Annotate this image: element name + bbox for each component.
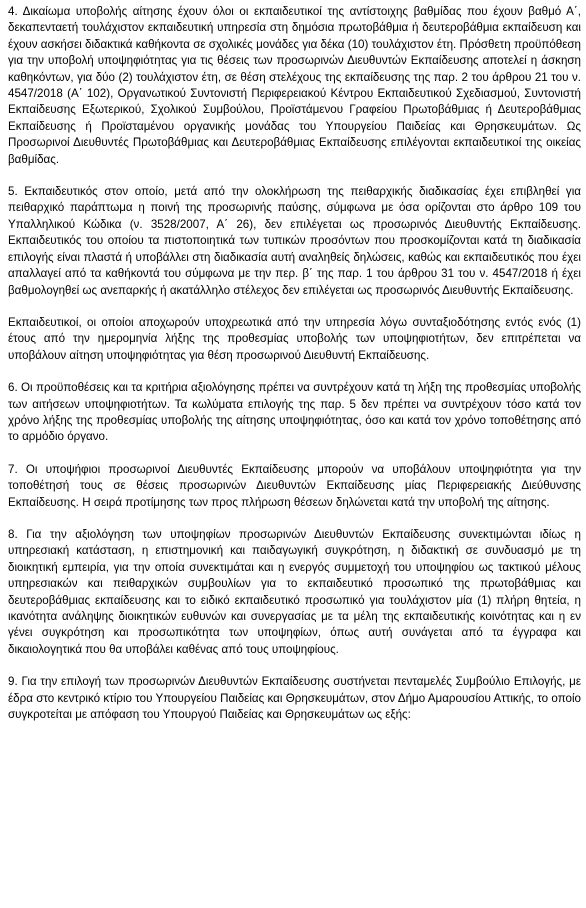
paragraph-retirement-restriction: Εκπαιδευτικοί, οι οποίοι αποχωρούν υποχρεωτικά από την υπηρεσία λόγω συνταξιοδότησης εντός ενός (1) έτους από την ημερομηνία λήξης της προθεσμίας υποβολής των υποψηφιοτήτων, δεν επιτρέπεται να υποβάλουν αίτηση υποψηφιότητας για θέση προσωρινού Διευθυντή Εκπαίδευσης. [8, 315, 581, 362]
paragraph-gap [8, 658, 581, 674]
paragraph-6-criteria-timing: 6. Οι προϋποθέσεις και τα κριτήρια αξιολόγησης πρέπει να συντρέχουν κατά τη λήξη της προθεσμίας υποβολής των αιτήσεων υποψηφιοτήτων. Τα κωλύματα επιλογής της παρ. 5 δεν πρέπει να συντρέχουν τόσο κατά τον χρόνο λήξης της προθεσμίας υποβολής της αίτησης υποψηφιότητας, όσο και κατά τον χρόνο τοποθέτησης από το αρμόδιο όργανο. [8, 381, 581, 444]
paragraph-8-evaluation: 8. Για την αξιολόγηση των υποψηφίων προσωρινών Διευθυντών Εκπαίδευσης συνεκτιμώνται ιδίως η υπηρεσιακή κατάσταση, η επιστημονική και παιδαγωγική συγκρότηση, η διδακτική σε συνδυασμό με τη διοικητική εμπειρία, για την οποία συνεκτιμάται και η ενεργός συμμετοχή του υποψηφίου ως τακτικού μέλους υπηρεσιακών και πειθαρχικών συμβουλίων για το εκπαιδευτικό προσωπικό της πρωτοβάθμιας και δευτεροβάθμιας εκπαίδευσης και το ειδικό εκπαιδευτικό προσωπικό για τουλάχιστον μία (1) πλήρη θητεία, η ικανότητα ανάληψης διοικητικών ευθυνών και συνεργασίας με τα μέλη της εκπαιδευτικής κοινότητας και η εν γένει συγκρότηση και προσωπικότητα των υποψηφίων, όπως αυτή συνάγεται από τα έγγραφα και δικαιολογητικά που θα υποβάλει καθένας από τους υποψηφίους. [8, 527, 581, 656]
paragraph-gap [8, 299, 581, 315]
paragraph-7-candidacy: 7. Οι υποψήφιοι προσωρινοί Διευθυντές Εκπαίδευσης μπορούν να υποβάλουν υποψηφιότητα για την τοποθέτησή τους σε θέσεις προσωρινών Διευθυντών Εκπαίδευσης μίας Περιφερειακής Διεύθυνσης Εκπαίδευσης. Η σειρά προτίμησης των προς πλήρωση θέσεων δηλώνεται κατά την υποβολή της αίτησης. [8, 462, 581, 509]
paragraph-4-eligibility: 4. Δικαίωμα υποβολής αίτησης έχουν όλοι οι εκπαιδευτικοί της αντίστοιχης βαθμίδας που έχουν βαθμό Α΄, δεκαπενταετή τουλάχιστον εκπαιδευτική υπηρεσία στη δημόσια πρωτοβάθμια ή δευτεροβάθμια εκπαίδευση και έχουν ασκήσει διδακτικά καθήκοντα σε σχολικές μονάδες για δέκα (10) τουλάχιστον έτη. Πρόσθετη προϋπόθεση για την υποβολή υποψηφιότητας για τις θέσεις των προσωρινών Διευθυντών Εκπαίδευσης αποτελεί η άσκηση καθηκόντων, για δύο (2) τουλάχιστον έτη, σε θέση στελέχους της εκπαίδευσης της παρ. 2 του άρθρου 21 του ν. 4547/2018 (Α΄ 102), Οργανωτικού Συντονιστή Περιφερειακού Κέντρου Εκπαιδευτικού Σχεδιασμού, Συντονιστή Εκπαίδευσης Εξωτερικού, Σχολικού Συμβούλου, Προϊστάμενου Γραφείου Πρωτοβάθμιας ή Δευτεροβάθμιας Εκπαίδευσης ή Προϊσταμένου οργανικής μονάδας του Υπουργείου Παιδείας και Θρησκευμάτων. Ως Προσωρινοί Διευθυντές Πρωτοβάθμιας και Δευτεροβάθμιας Εκπαίδευσης επιλέγονται εκπαιδευτικοί της οικείας βαθμίδας. [8, 5, 581, 166]
paragraph-9-selection-council: 9. Για την επιλογή των προσωρινών Διευθυντών Εκπαίδευσης συστήνεται πενταμελές Συμβούλιο Επιλογής, με έδρα στο κεντρικό κτίριο του Υπουργείου Παιδείας και Θρησκευμάτων, στον Δήμο Αμαρουσίου Αττικής, το οποίο συγκροτείται με απόφαση του Υπουργού Παιδείας και Θρησκευμάτων ως εξής: [8, 675, 581, 722]
paragraph-5-exclusions: 5. Εκπαιδευτικός στον οποίο, μετά από την ολοκλήρωση της πειθαρχικής διαδικασίας έχει επιβληθεί για πειθαρχικό παράπτωμα η ποινή της προσωρινής παύσης, σύμφωνα με όσα ορίζονται στο άρθρο 109 του Υπαλληλικού Κώδικα (ν. 3528/2007, Α΄ 26), δεν επιλέγεται ως προσωρινός Διευθυντής Εκπαίδευσης. Εκπαιδευτικός του οποίου τα πιστοποιητικά των τυπικών προσόντων που προσκομίζονται κατά τη διαδικασία επιλογής είναι πλαστά ή υποβάλλει στη διαδικασία αυτή αναληθείς δηλώσεις, καθώς και εκπαιδευτικός που έχει απαλλαγεί από τα καθήκοντά του σύμφωνα με την περ. β΄ της παρ. 1 του άρθρου 31 του ν. 4547/2018 ή έχει βαθμολογηθεί ως ανεπαρκής ή ακατάλληλο στέλεχος δεν επιλέγεται ως προσωρινός Διευθυντής Εκπαίδευσης. [8, 185, 581, 297]
paragraph-gap [8, 511, 581, 527]
paragraph-gap [8, 364, 581, 380]
paragraph-gap [8, 446, 581, 462]
paragraph-gap [8, 168, 581, 184]
